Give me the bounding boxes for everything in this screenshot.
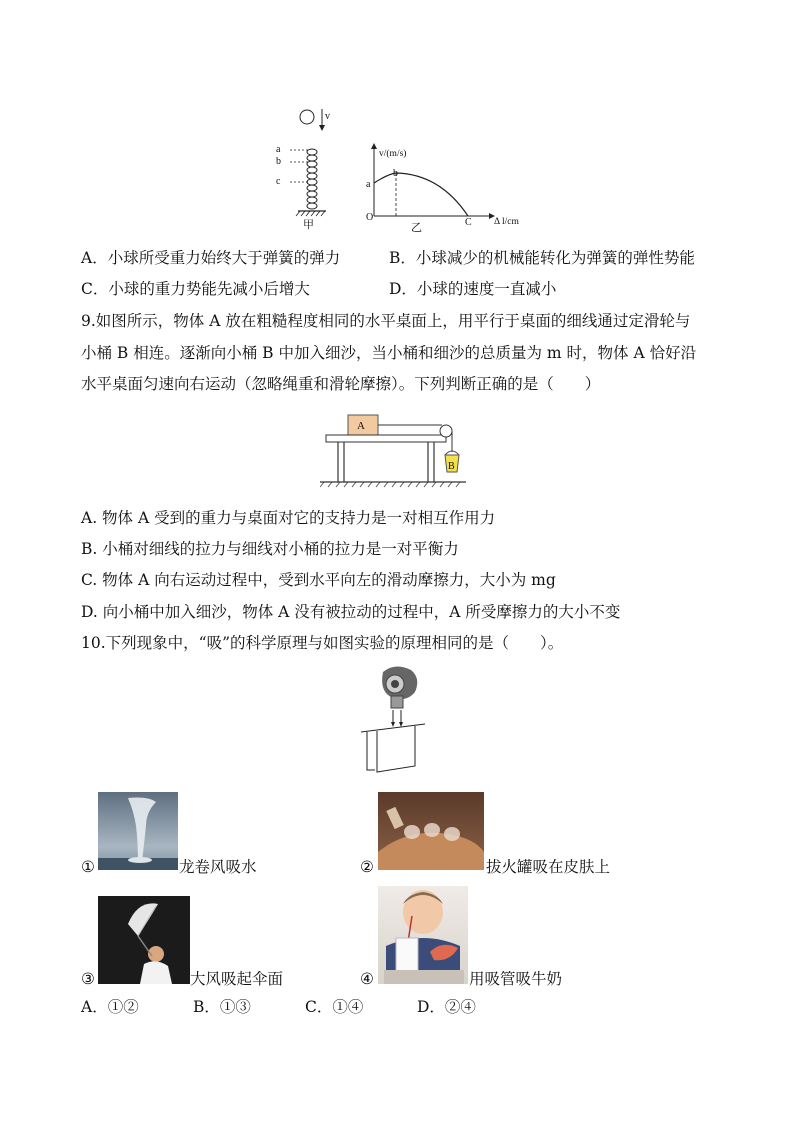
graph-point-b: b <box>393 168 398 179</box>
spring-ball-diagram <box>290 105 370 225</box>
q9-option-b: B. 小桶对细线的拉力与细线对小桶的拉力是一对平衡力 <box>81 540 459 558</box>
level-c-label: c <box>276 176 281 187</box>
q9-option-d: D. 向小桶中加入细沙，物体 A 没有被拉动的过程中，A 所受摩擦力的大小不变 <box>81 603 621 621</box>
graph-origin: O <box>366 212 374 223</box>
q8-option-d: D．小球的速度一直减小 <box>389 280 557 298</box>
q8-option-c: C．小球的重力势能先减小后增大 <box>81 280 310 298</box>
table-pulley-diagram <box>320 410 470 490</box>
item2-text: 拔火罐吸在皮肤上 <box>486 858 611 876</box>
q8-option-b: B．小球减少的机械能转化为弹簧的弹性势能 <box>389 249 695 267</box>
velocity-label: v <box>325 111 330 122</box>
q9-stem-line1: 9.如图所示，物体 A 放在粗糙程度相同的水平桌面上，用平行于桌面的细线通过定滑轮与 <box>81 312 691 330</box>
q10-option-c: C．①④ <box>305 998 364 1016</box>
item2-number: ② <box>360 858 374 876</box>
q9-option-c: C. 物体 A 向右运动过程中，受到水平向左的滑动摩擦力，大小为 mg <box>81 571 556 589</box>
q10-option-a: A．①② <box>81 998 139 1016</box>
hair-dryer-paper-diagram <box>355 662 435 777</box>
umbrella-photo <box>98 896 190 984</box>
caption-yi: 乙 <box>411 221 422 234</box>
item4-text: 用吸管吸牛奶 <box>469 970 563 988</box>
item3-number: ③ <box>81 970 95 988</box>
graph-point-c: C <box>465 217 472 228</box>
graph-point-a: a <box>366 179 371 190</box>
item4-number: ④ <box>360 970 374 988</box>
graph-x-label: Δ l/cm <box>494 217 519 227</box>
q10-option-b: B．①③ <box>193 998 251 1016</box>
item1-number: ① <box>81 858 95 876</box>
straw-milk-photo <box>378 886 468 984</box>
q9-stem-line2: 小桶 B 相连。逐渐向小桶 B 中加入细沙，当小桶和细沙的总质量为 m 时，物体 A 恰好沿 <box>81 344 697 362</box>
q9-stem-line3: 水平桌面匀速向右运动（忽略绳重和滑轮摩擦）。下列判断正确的是（ ） <box>81 375 601 393</box>
cupping-photo <box>378 792 484 870</box>
q10-stem: 10.下列现象中，“吸”的科学原理与如图实验的原理相同的是（ ）。 <box>81 634 564 652</box>
q8-option-a: A．小球所受重力始终大于弹簧的弹力 <box>81 249 341 267</box>
q10-option-d: D．②④ <box>417 998 476 1016</box>
item1-text: 龙卷风吸水 <box>179 858 257 876</box>
graph-y-label: v/(m/s) <box>379 149 407 159</box>
tornado-photo <box>98 792 178 870</box>
level-b-label: b <box>276 156 281 167</box>
item3-text: 大风吸起伞面 <box>190 970 284 988</box>
bucket-b-label: B <box>448 461 455 472</box>
caption-jia: 甲 <box>303 218 314 231</box>
block-a-label: A <box>357 420 365 432</box>
level-a-label: a <box>276 144 281 155</box>
q9-option-a: A. 物体 A 受到的重力与桌面对它的支持力是一对相互作用力 <box>81 509 496 527</box>
